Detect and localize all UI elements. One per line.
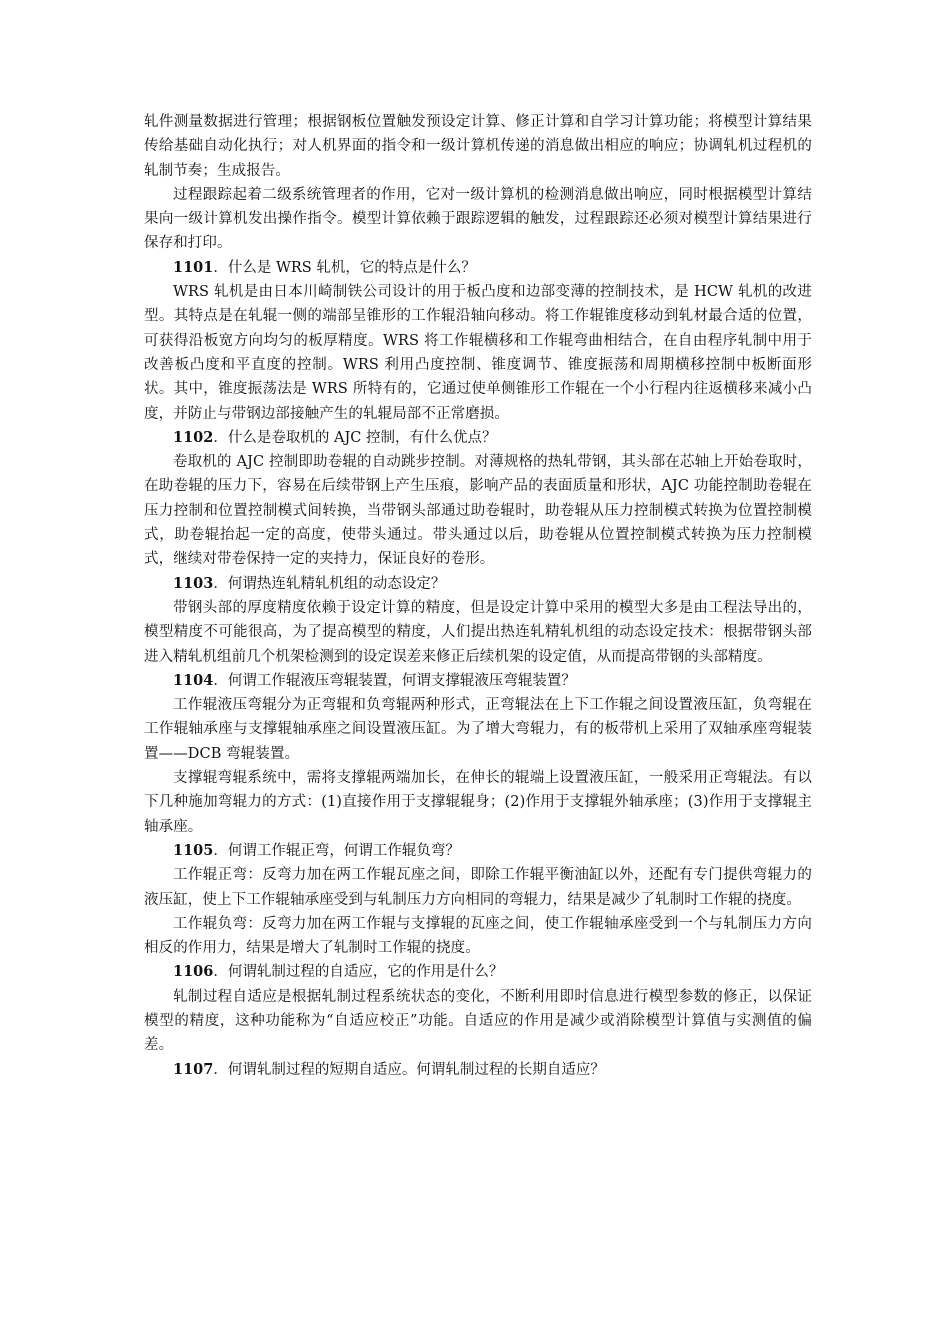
question-number: 1105 [173,841,214,859]
paragraph: 轧件测量数据进行管理；根据钢板位置触发预设定计算、修正计算和自学习计算功能；将模型计算结果传给基础自动化执行；对人机界面的指令和一级计算机传递的消息做出相应的响应；协调轧机过程机的轧制节奏；生成报告。 [144,114,812,179]
question-text: ．何谓轧制过程的短期自适应。何谓轧制过程的长期自适应？ [213,1061,605,1078]
paragraph: 过程跟踪起着二级系统管理者的作用，它对一级计算机的检测消息做出响应，同时根据模型计算结果向一级计算机发出操作指令。模型计算依赖于跟踪逻辑的触发，过程跟踪还必须对模型计算结果进行保存和打印。 [144,186,812,252]
paragraph: WRS 轧机是由日本川崎制铁公司设计的用于板凸度和边部变薄的控制技术，是 HCW 轧机的改进型。其特点是在轧辊一侧的端部呈锥形的工作辊沿轴向移动。将工作辊锥度移动到轧材最合适的位置，可获得沿板宽方向均匀的板厚精度。WRS 将工作辊横移和工作辊弯曲相结合，在自由程序轧制中用于改善板凸度和平直度的控制。WRS 利用凸度控制、锥度调节、锥度振荡和周期横移控制中板断面形状。其中，锥度振荡法是 WRS 所特有的，它通过使单侧锥形工作辊在一个小行程内往返横移来减小凸度，并防止与带钢边部接触产生的轧辊局部不正常磨损。 [144,284,812,422]
question-text: ．何谓热连轧精轧机组的动态设定？ [213,575,446,592]
question-number: 1101 [173,258,214,276]
question-heading [144,256,812,280]
question-number: 1103 [173,574,214,592]
question-number: 1106 [173,963,214,981]
paragraph: 带钢头部的厚度精度依赖于设定计算的精度，但是设定计算中采用的模型大多是由工程法导出的，模型精度不可能很高，为了提高模型的精度，人们提出热连轧精轧机组的动态设定技术：根据带钢头部进入精轧机组前几个机架检测到的设定误差来修正后续机架的设定值，从而提高带钢的头部精度。 [144,599,812,665]
question-text: ．何谓工作辊液压弯辊装置，何谓支撑辊液压弯辊装置？ [213,672,576,689]
question-text: ．何谓工作辊正弯，何谓工作辊负弯？ [213,842,460,859]
question-text: ．什么是卷取机的 AJC 控制，有什么优点？ [213,429,497,446]
document-page [144,110,812,1082]
paragraph: 工作辊正弯：反弯力加在两工作辊瓦座之间，即除工作辊平衡油缸以外，还配有专门提供弯辊力的液压缸，使上下工作辊轴承座受到与轧制压力方向相同的弯辊力，结果是减少了轧制时工作辊的挠度。 [144,867,812,908]
question-heading [144,1058,812,1082]
question-heading [144,426,812,450]
question-heading [144,960,812,984]
question-heading [144,572,812,596]
question-number: 1107 [173,1060,214,1078]
question-heading [144,669,812,693]
question-text: ．什么是 WRS 轧机，它的特点是什么？ [213,259,476,276]
paragraph: 轧制过程自适应是根据轧制过程系统状态的变化，不断利用即时信息进行模型参数的修正，以保证模型的精度，这种功能称为“自适应校正”功能。自适应的作用是减少或消除模型计算值与实测值的偏差。 [144,988,812,1054]
paragraph: 工作辊负弯：反弯力加在两工作辊与支撑辊的瓦座之间，使工作辊轴承座受到一个与轧制压力方向相反的作用力，结果是增大了轧制时工作辊的挠度。 [144,915,812,957]
question-number: 1104 [173,671,214,689]
paragraph: 工作辊液压弯辊分为正弯辊和负弯辊两种形式，正弯辊法在上下工作辊之间设置液压缸，负弯辊在工作辊轴承座与支撑辊轴承座之间设置液压缸。为了增大弯辊力，有的板带机上采用了双轴承座弯辊装置——DCB 弯辊装置。 [144,697,812,762]
question-heading [144,839,812,863]
paragraph: 卷取机的 AJC 控制即助卷辊的自动跳步控制。对薄规格的热轧带钢，其头部在芯轴上开始卷取时，在助卷辊的压力下，容易在后续带钢上产生压痕，影响产品的表面质量和形状，AJC 功能控制助卷辊在压力控制和位置控制模式间转换，当带钢头部通过助卷辊时，助卷辊从压力控制模式转换为位置控制模式，助卷辊抬起一定的高度，使带头通过。带头通过以后，助卷辊从位置控制模式转换为压力控制模式，继续对带卷保持一定的夹持力，保证良好的卷形。 [144,454,812,568]
question-text: ．何谓轧制过程的自适应，它的作用是什么？ [213,964,504,981]
question-number: 1102 [173,428,214,446]
paragraph: 支撑辊弯辊系统中，需将支撑辊两端加长，在伸长的辊端上设置液压缸，一般采用正弯辊法。有以下几种施加弯辊力的方式：(1)直接作用于支撑辊辊身；(2)作用于支撑辊外轴承座；(3)作用于支撑辊主轴承座。 [144,770,812,835]
